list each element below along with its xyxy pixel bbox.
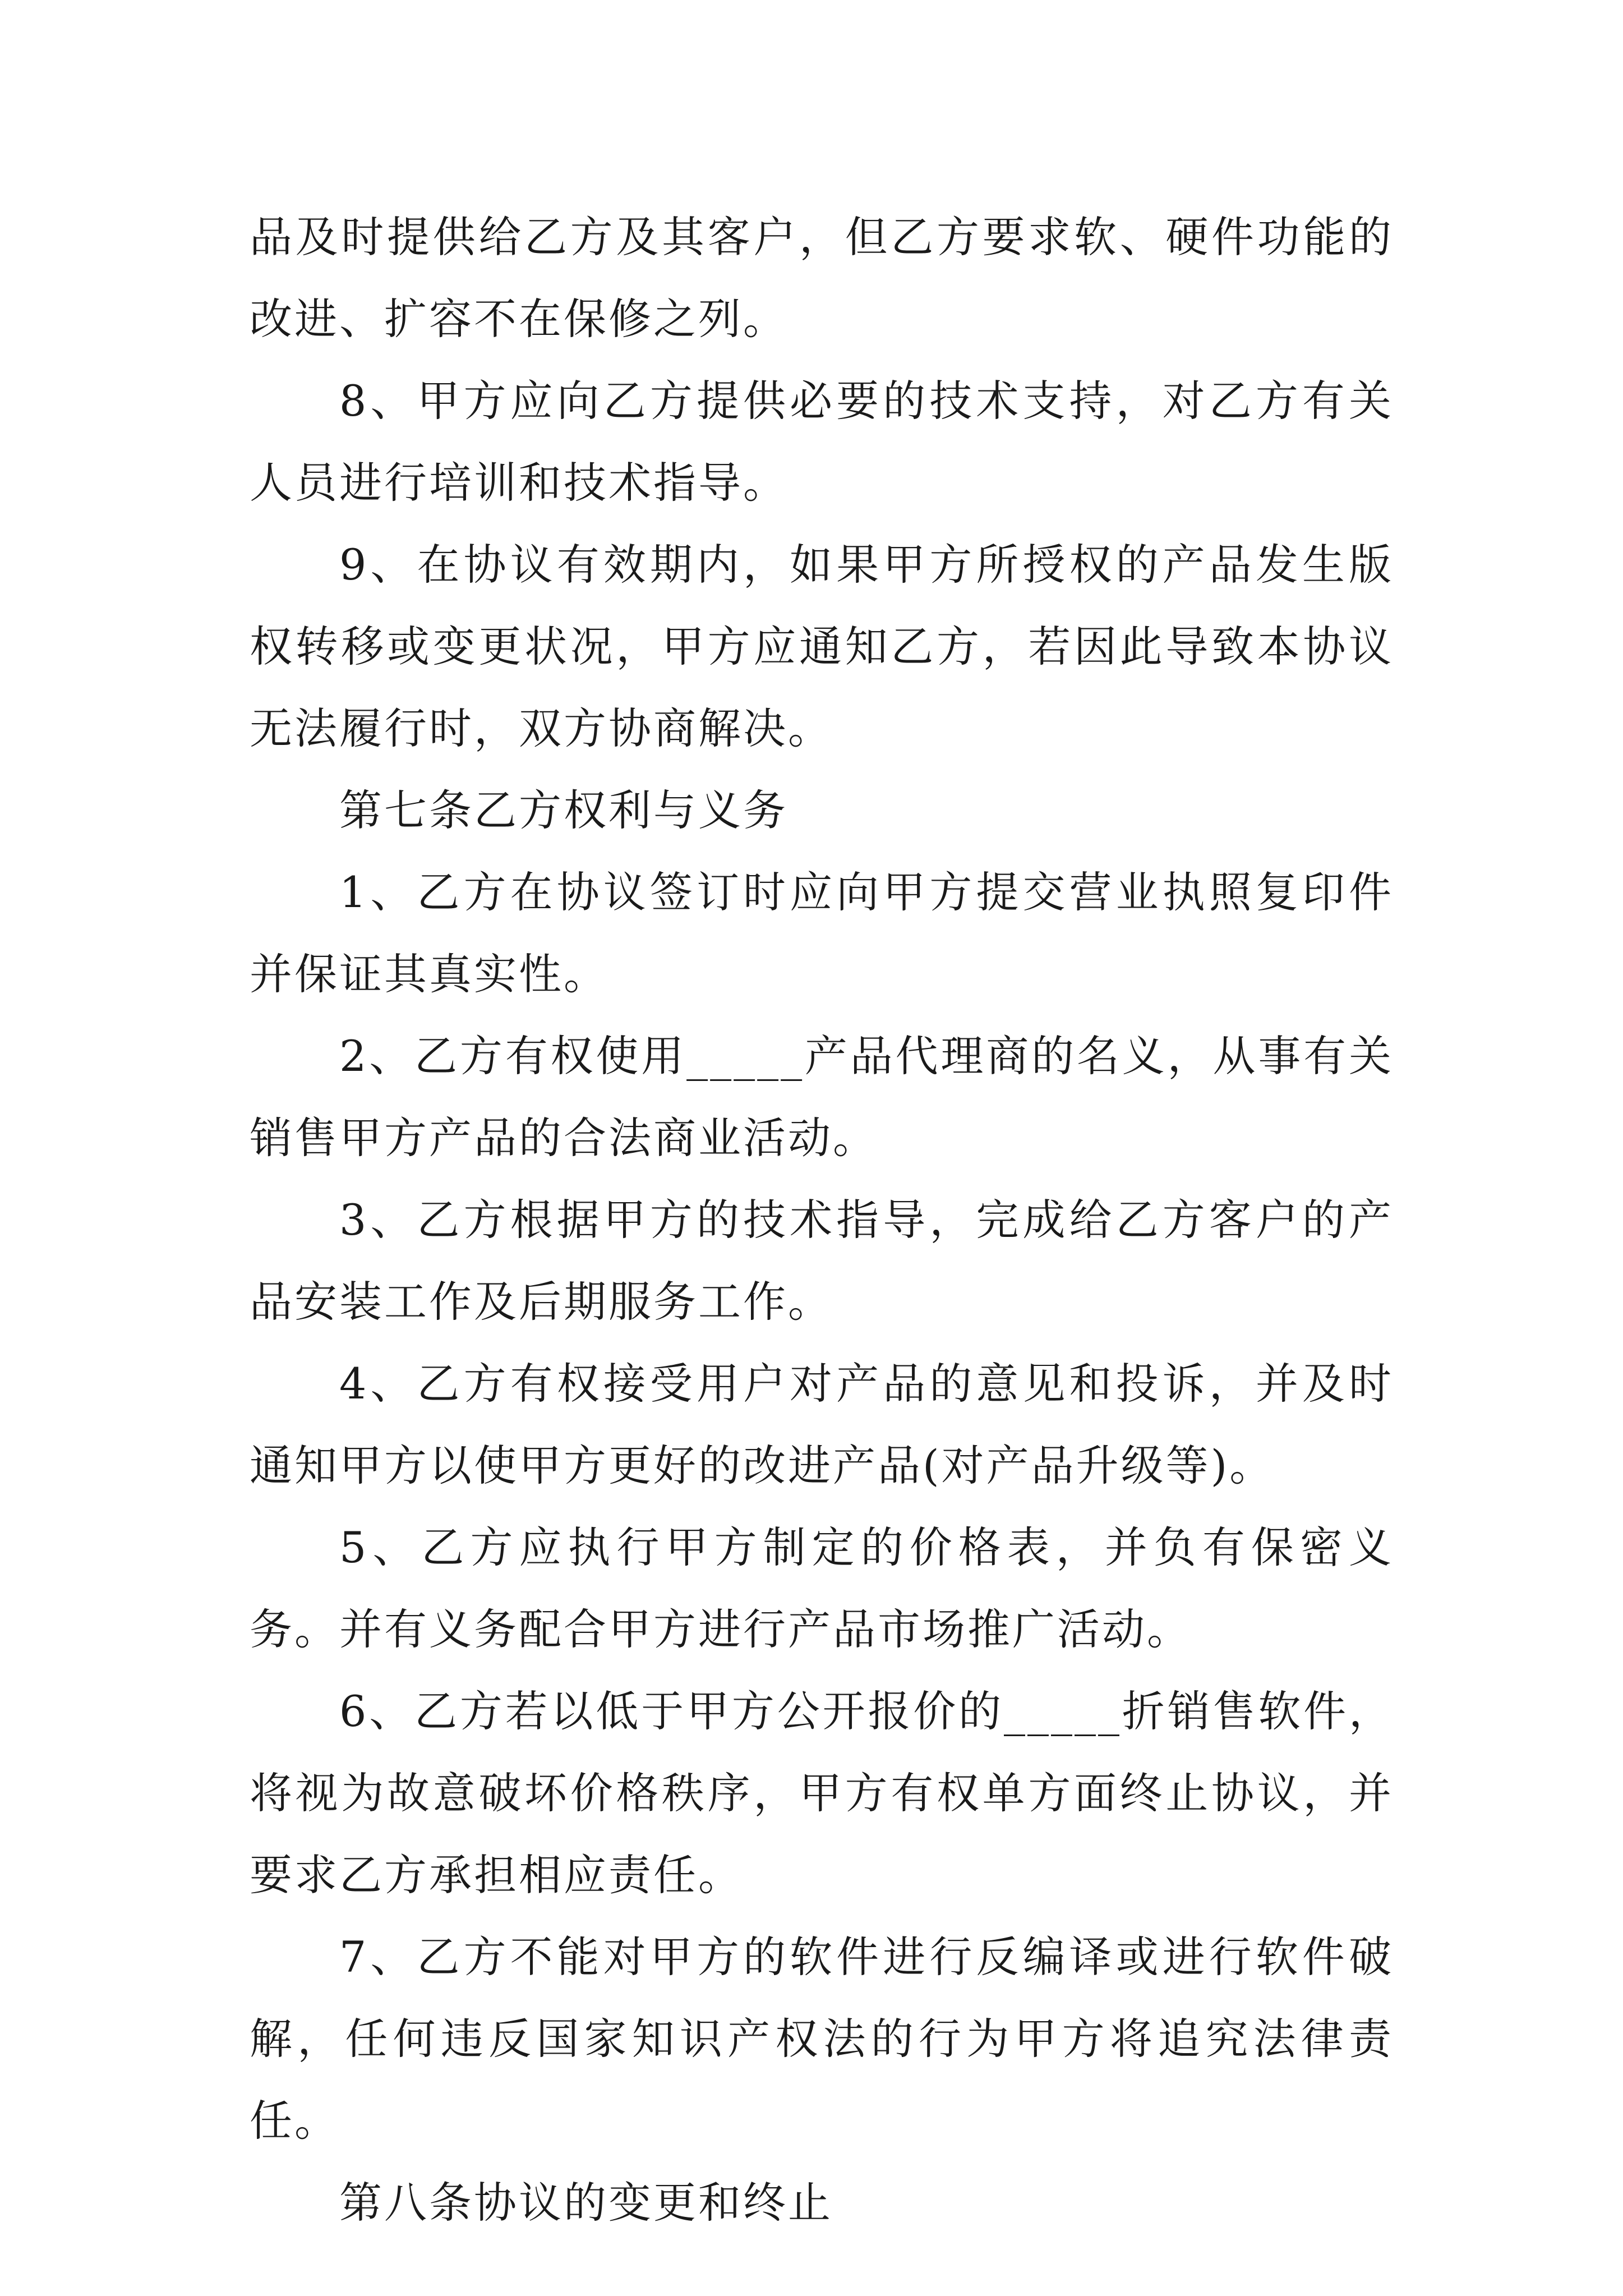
clause-item-5: 5、乙方应执行甲方制定的价格表，并负有保密义务。并有义务配合甲方进行产品市场推广活动。 [250,1522,1394,1654]
clause-item-3: 3、乙方根据甲方的技术指导，完成给乙方客户的产品安装工作及后期服务工作。 [250,1195,1394,1327]
clause-item-6: 6、乙方若以低于甲方公开报价的_____折销售软件，将视为故意破坏价格秩序，甲方有权单方面终止协议，并要求乙方承担相应责任。 [250,1686,1394,1900]
clause-item-8: 8、甲方应向乙方提供必要的技术支持，对乙方有关人员进行培训和技术指导。 [250,376,1394,508]
section-heading-article-8: 第八条协议的变更和终止 [339,2178,833,2228]
paragraph-continuation: 品及时提供给乙方及其客户，但乙方要求软、硬件功能的改进、扩容不在保修之列。 [250,212,1394,344]
clause-item-1: 1、乙方在协议签订时应向甲方提交营业执照复印件并保证其真实性。 [250,867,1394,999]
section-heading-article-7: 第七条乙方权利与义务 [339,785,788,835]
document-body [250,196,1394,2244]
clause-item-7: 7、乙方不能对甲方的软件进行反编译或进行软件破解，任何违反国家知识产权法的行为甲方将追究法律责任。 [250,1932,1394,2146]
clause-item-9: 9、在协议有效期内，如果甲方所授权的产品发生版权转移或变更状况，甲方应通知乙方，若因此导致本协议无法履行时，双方协商解决。 [250,540,1394,753]
clause-item-2: 2、乙方有权使用_____产品代理商的名义，从事有关销售甲方产品的合法商业活动。 [250,1031,1394,1163]
clause-item-4: 4、乙方有权接受用户对产品的意见和投诉，并及时通知甲方以使甲方更好的改进产品(对产品升级等)。 [250,1359,1394,1490]
